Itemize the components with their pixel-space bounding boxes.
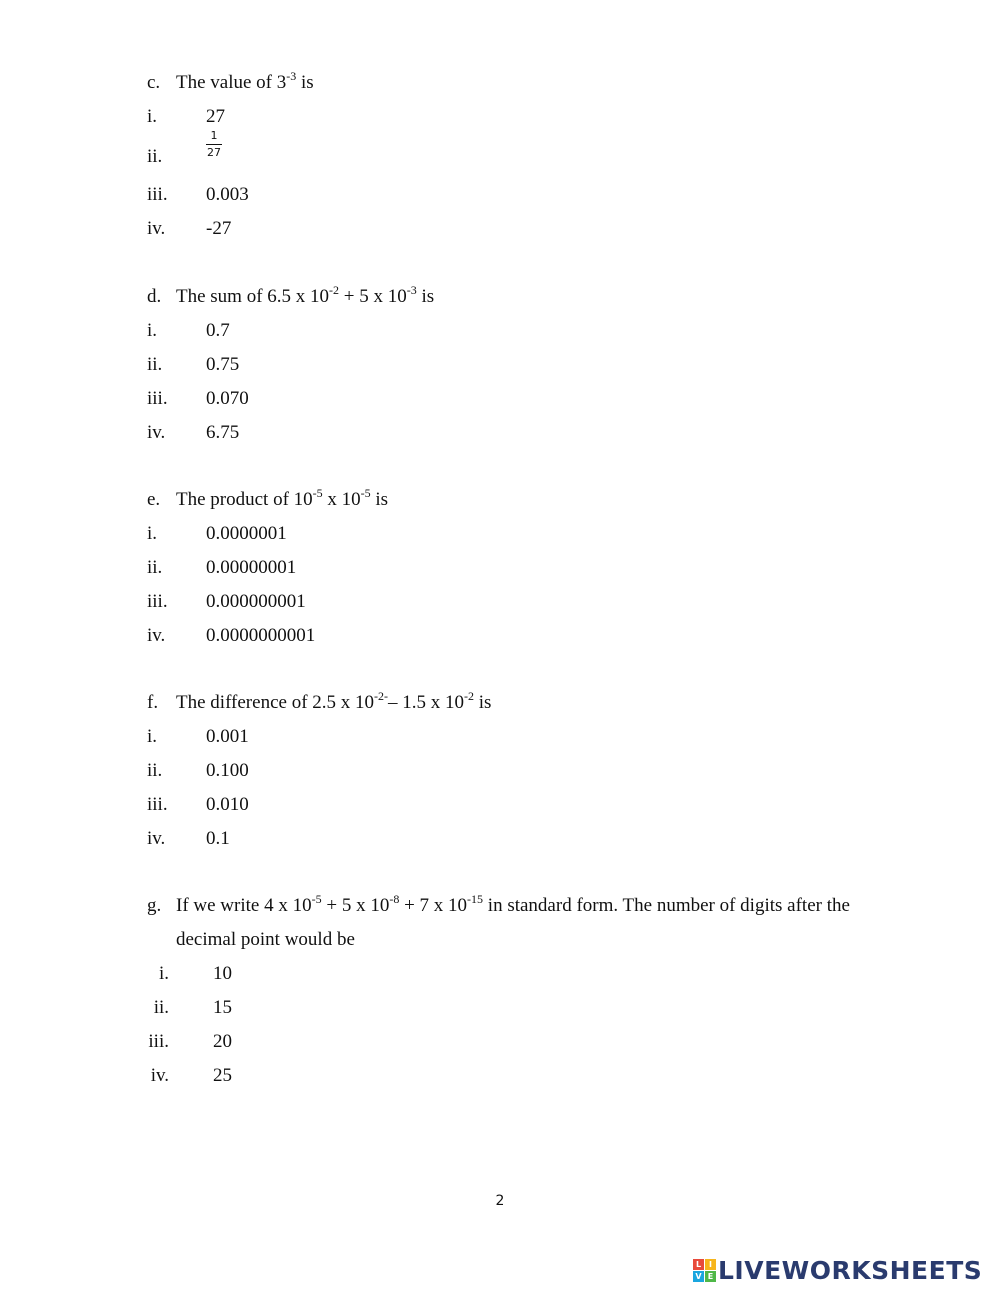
question-text: The sum of 6.5 x $10^{-2} + 5$ x $10^{-3}$ is bbox=[176, 283, 435, 307]
fraction-one-over-twenty-seven: 1 27 bbox=[207, 129, 221, 159]
page-number: 2 bbox=[495, 1193, 505, 1209]
question-letter: d. bbox=[147, 286, 162, 307]
question-text-line2: decimal point would be bbox=[176, 929, 355, 950]
question-letter: g. bbox=[147, 895, 162, 916]
liveworksheets-logo bbox=[693, 1253, 982, 1287]
exponent: -3 bbox=[286, 69, 297, 83]
question-text: The value of $3^{-3}$ is bbox=[176, 69, 314, 93]
logo-icon: L I V E bbox=[693, 1259, 716, 1282]
brand-name: LIVEWORKSHEETS bbox=[718, 1255, 983, 1285]
question-text: The difference of 2.5 x $10^{-2-}-$ 1.5 x $10^{-2}$ is bbox=[176, 689, 492, 713]
question-text: If we write 4 x $10^{-5} + 5$ x $10^{-8} + 7$ x $10^{-15}$ in standard form. The number of digits after the bbox=[176, 892, 850, 916]
question-letter: c. bbox=[147, 72, 161, 93]
question-letter: f. bbox=[147, 692, 159, 713]
question-text: The product of $10^{-5}$ x $10^{-5}$ is bbox=[176, 486, 389, 510]
question-letter: e. bbox=[147, 489, 161, 510]
